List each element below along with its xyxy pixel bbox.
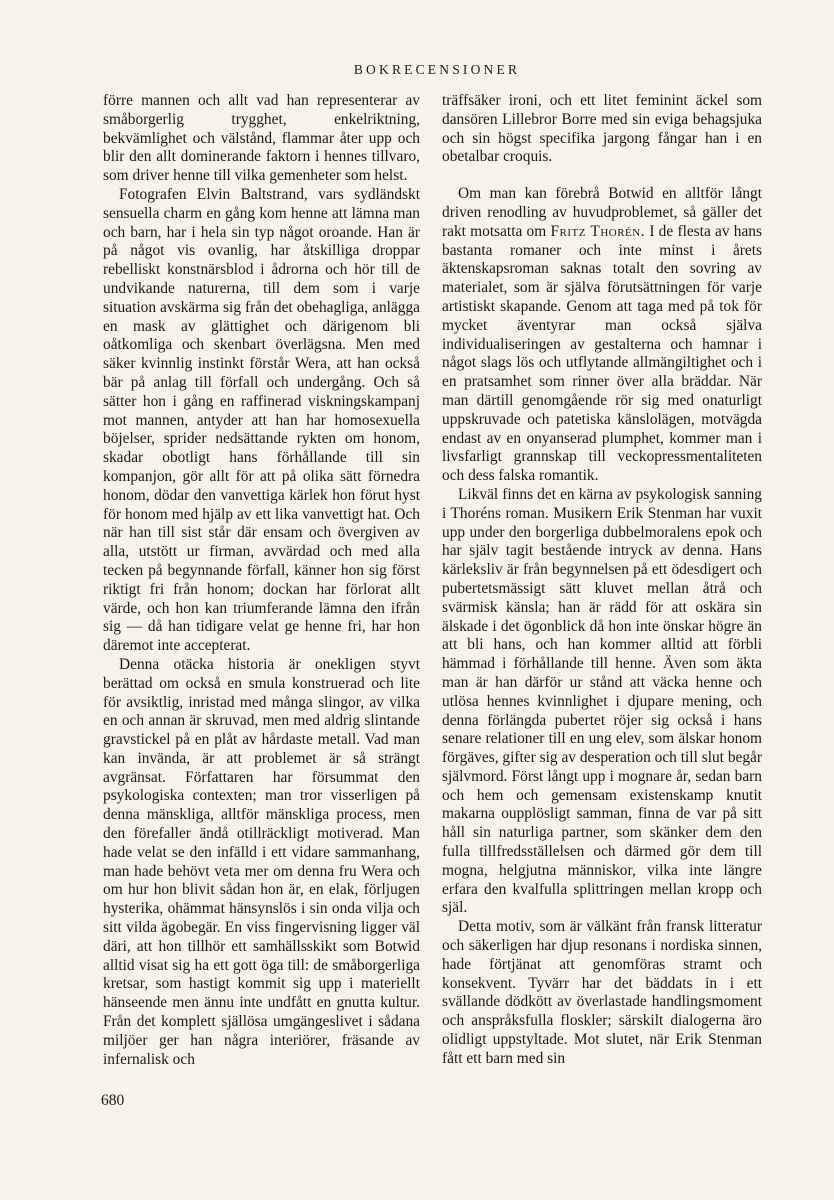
author-name: Fritz Thorén. [550,222,646,240]
left-column [103,92,420,1069]
paragraph: förre mannen och allt vad han representerar av småborgerlig trygghet, enkelriktning, bekvämlighet och välstånd, flammar åter upp och blir den allt dominerande faktorn i hennes tillvaro, som driver henne till vilka gemenheter som helst. [103,92,420,185]
paragraph-text: Om man kan förebrå Botwid en alltför långt driven renodling av huvudproblemet, så gäller det rakt motsatta om [442,185,762,240]
paragraph [442,185,762,486]
right-column [442,92,762,1069]
paragraph-text: I de flesta av hans bastanta romaner och inte minst i årets äktenskapsroman saknas totalt den sovring av materialet, som är själva förutsättningen för varje artistiskt skapande. Genom att taga med på tok för mycket äventyrar man också själva individualiseringen av gestalterna och hamnar i något slags lös och utflytande allmängiltighet och i en pratsamhet som rinner över alla bräddar. När man därtill genomgående rör sig med onaturligt uppskruvade och patetiska känslolägen, motvägda endast av en onyanserad plumphet, kommer man i livsfarligt grannskap till veckopressmentaliteten och dess falska romantik. [442,222,762,485]
running-header: BOKRECENSIONER [353,62,521,77]
page-number: 680 [101,1092,125,1109]
paragraph: Detta motiv, som är välkänt från fransk litteratur och säkerligen har djup resonans i nordiska sinnen, hade förtjänat att genomföras stramt och konsekvent. Tyvärr har det bäddats in i ett svällande dödkött av överlastade handlingsmoment och anspråksfulla floskler; särskilt dialogerna äro olidligt uppstyltade. Mot slutet, när Erik Stenman fått ett barn med sin [442,918,762,1067]
paragraph: träffsäker ironi, och ett litet feminint äckel som dansören Lillebror Borre med sin eviga behagsjuka och sin högst specifika jargong fångar han i en obetalbar croquis. [442,92,762,166]
paragraph: Fotografen Elvin Baltstrand, vars sydländskt sensuella charm en gång kom henne att lämna man och barn, har i hela sin typ något oroande. Han är på något vis ovanlig, har åtskilliga droppar rebelliskt konstnärsblod i ådrorna och hör till de undvikande naturerna, till dem som i varje situation avskärma sig från det obehagliga, anlägga en mask av glättighet och därigenom bli oåtkomliga och skenbart överlägsna. Men med säker kvinnlig instinkt förstår Wera, att han också bär på anlag till förfall och undergång. Och så sätter hon i gång en raffinerad viskningskampanj mot mannen, antyder att han har homosexuella böjelser, sprider nedsättande rykten om honom, skadar obotligt hans förhållande till sin kompanjon, gör allt för att på olika sätt förnedra honom, dödar den vanvettiga kärlek hon förut hyst för honom med hjälp av ett lika vanvettigt hat. Och när han till sist står där ensam och övergiven av alla, utstött ur firman, avvärdad och med alla tecken på begynnande förfall, känner hon sig först riktigt fri från honom; dockan har förlorat allt värde, och hon kan triumferande lämna den ifrån sig — då han tidigare velat ge henne fri, har hon däremot inte accepterat. [103,185,420,655]
paragraph: Denna otäcka historia är onekligen styvt berättad om också en smula konstruerad och lite för avsiktlig, inristad med många slingor, av vilka en och annan är skruvad, men med aldrig slintande gravstickel på en plåt av hårdaste metall. Vad man kan invända, är att problemet är så strängt avgränsat. Författaren har försummat den psykologiska contexten; man tror visserligen på denna mänskliga, alltför mänskliga process, men den förefaller ändå otillräckligt motiverad. Man hade velat se den infälld i ett vidare sammanhang, man hade behövt veta mer om denna fru Wera och om hur hon blivit sådan hon är, en elak, förljugen hysterika, ohämmat hänsynslös i sin onda vilja och sitt vilda ägobegär. En viss fingervisning ligger väl däri, att hon tillhör ett samhällsskikt som Botwid alltid visat sig ha ett gott öga till: de småborgerliga kretsar, som hastigt kommit sig upp i materiellt hänseende men ännu inte undfått en gnutta kultur. Från det komplett själlösa umgängeslivet i sådana miljöer ger han några interiörer, fräsande av infernalisk och [103,655,420,1068]
paragraph: Likväl finns det en kärna av psykologisk sanning i Thoréns roman. Musikern Erik Stenman har vuxit upp under den borgerliga dubbelmoralens epok och har själv tagit bestående intryck av denna. Hans kärleksliv är från begynnelsen på ett ödesdigert och pubertetsmässigt sätt kluvet mellan åtrå och svärmisk känsla; han är rädd för att oskära sin älskade i det ögonblick då hon inte önskar högre än att bli hans, och han kommer alltid att förbli hämmad i förhållande till henne. Även som äkta man är han därför ur stånd att väcka henne och utlösa hennes kvinnlighet i djupare mening, och denna förlängda pubertet röjer sig också i hans senare relationer till en ung elev, som älskar honom förgäves, gifter sig av desperation och till slut begår självmord. Först långt upp i mognare år, sedan barn och hem och gemensam existenskamp knutit makarna oupplösligt samman, finna de var på sitt håll sin naturliga partner, som skänker dem den fulla tillfredsställelsen och därmed gör dem till mogna, helgjutna människor, vilka inte längre erfara den kvalfulla splittringen mellan kropp och själ. [442,485,762,917]
